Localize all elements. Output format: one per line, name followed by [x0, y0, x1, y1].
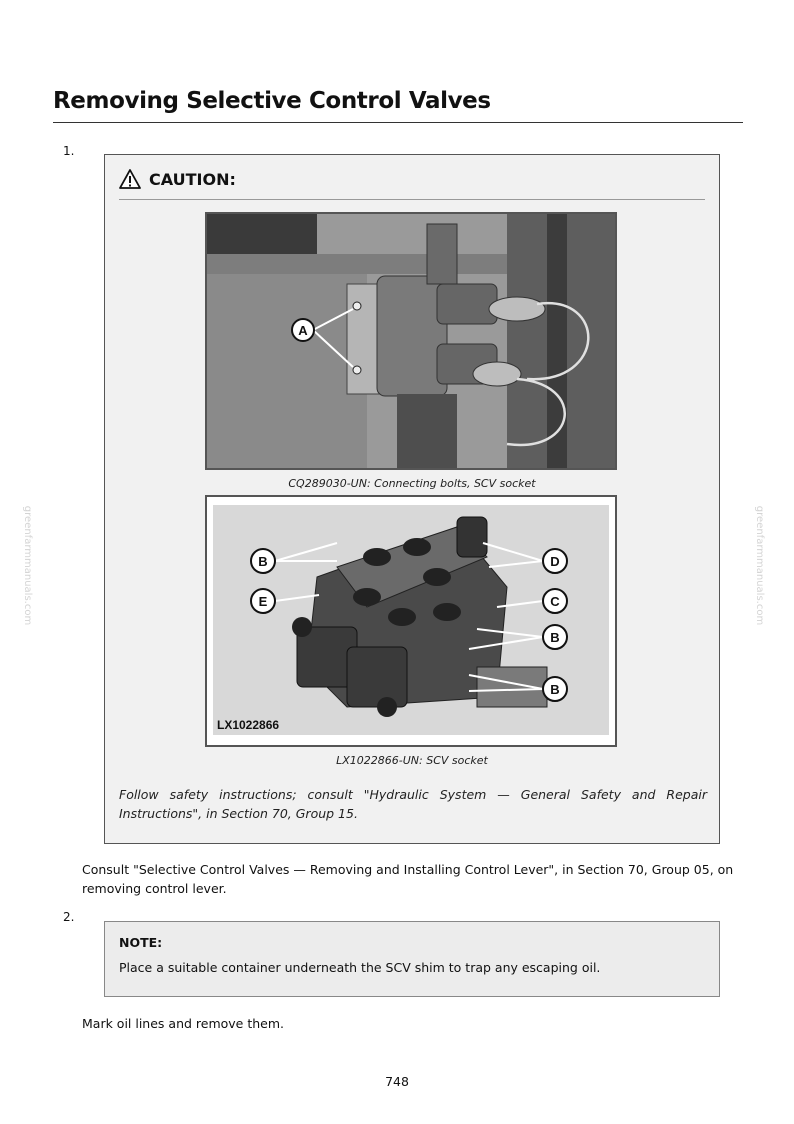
- callout-d: D: [550, 554, 560, 569]
- step-number-2: 2.: [63, 910, 75, 924]
- note-label: NOTE:: [119, 935, 163, 950]
- watermark-left: greenfarmmanuals.com: [22, 505, 34, 626]
- caution-text: Follow safety instructions; consult "Hydraulic System — General Safety and Repair Instructions", in Section 70, Group 15.: [119, 787, 707, 821]
- step-number-1: 1.: [63, 144, 75, 158]
- figure-caption-2: LX1022866-UN: SCV socket: [336, 754, 488, 767]
- caution-box: [104, 154, 720, 844]
- title-divider: [53, 122, 743, 123]
- photo-scv-connecting-bolts: [207, 214, 615, 468]
- photo-scv-socket: [207, 497, 615, 745]
- step1-instruction: Consult "Selective Control Valves — Removing and Installing Control Lever", in Section 70, Group 05, on removing control lever.: [82, 862, 734, 896]
- figure-scv-socket: [205, 495, 617, 747]
- step2-instruction: Mark oil lines and remove them.: [82, 1016, 285, 1031]
- page-number: 748: [385, 1074, 409, 1089]
- page-title: Removing Selective Control Valves: [53, 88, 491, 114]
- watermark-right: greenfarmmanuals.com: [754, 505, 766, 626]
- callout-c: C: [550, 594, 560, 609]
- note-box: [104, 921, 720, 997]
- caution-divider: [119, 199, 705, 200]
- callout-b-left: B: [258, 554, 268, 569]
- callout-b-right-upper: B: [550, 630, 560, 645]
- note-text: Place a suitable container underneath the SCV shim to trap any escaping oil.: [119, 960, 601, 975]
- caution-header: [119, 169, 236, 189]
- callout-e: E: [258, 594, 268, 609]
- callout-a: A: [298, 323, 308, 338]
- caution-label: CAUTION:: [149, 169, 236, 189]
- callout-b-right-lower: B: [550, 682, 560, 697]
- image-id-label: LX1022866: [217, 718, 280, 732]
- figure-caption-1: CQ289030-UN: Connecting bolts, SCV socket: [288, 477, 536, 490]
- figure-connecting-bolts: [205, 212, 617, 470]
- warning-icon: [119, 169, 141, 189]
